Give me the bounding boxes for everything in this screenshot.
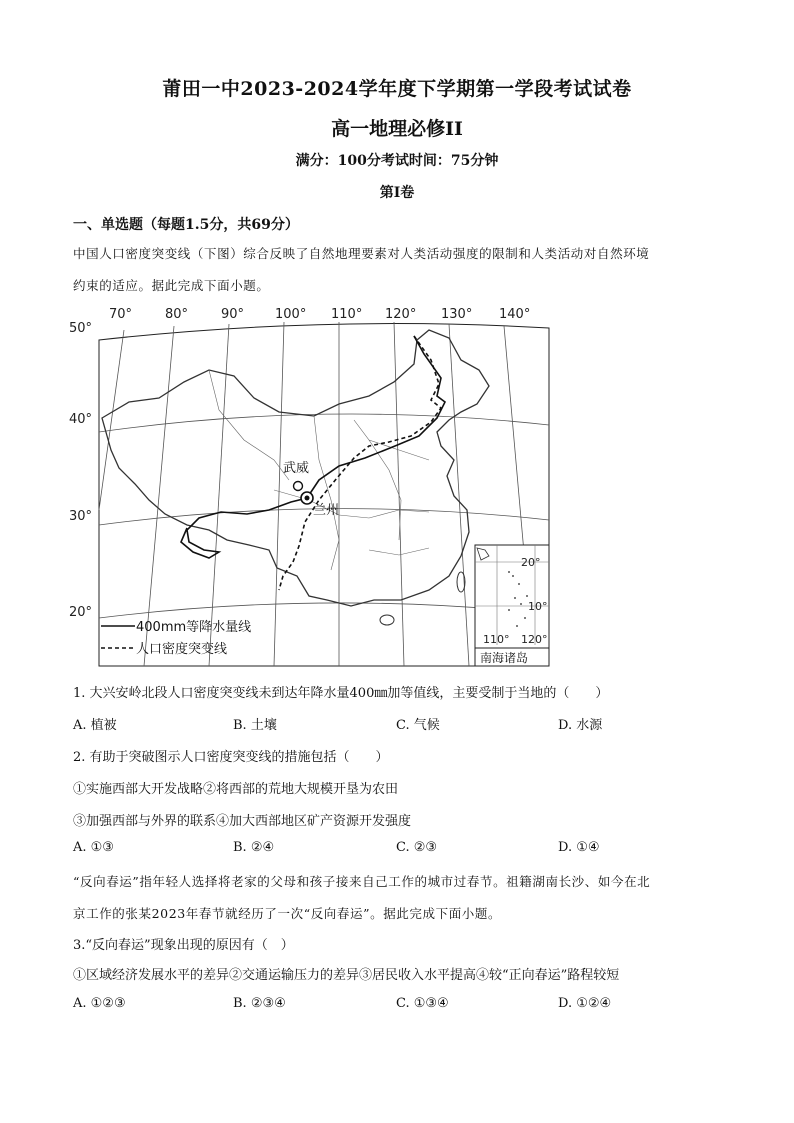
section-heading: 一、单选题（每题1.5分，共69分） [73,217,299,233]
q1-option-b[interactable]: B. 土壤 [233,718,277,733]
material1-line2: 约束的适应。据此完成下面小题。 [73,278,270,293]
material2-line1: “反向春运”指年轻人选择将老家的父母和孩子接来自己工作的城市过春节。祖籍湖南长沙、如今在北 [73,874,651,889]
exam-subtitle: 高一地理必修II [331,118,463,140]
q2-stem: 2. 有助于突破图示人口密度突变线的措施包括（ ） [73,750,389,765]
q1-option-c[interactable]: C. 气候 [396,718,440,733]
hainan-island [380,615,394,625]
china-population-map [69,300,553,672]
lon-label-110: 110° [331,307,363,322]
lat-label-50: 50° [69,321,93,336]
legend-pop-label: 人口密度突变线 [136,642,228,657]
lat-label-20: 20° [69,605,93,620]
q2-option-b[interactable]: B. ②④ [233,840,275,855]
q3-option-b[interactable]: B. ②③④ [233,996,286,1011]
q1-option-a[interactable]: A. 植被 [73,718,117,733]
q3-line1: ①区域经济发展水平的差异②交通运输压力的差异③居民收入水平提高④较“正向春运”路程较短 [73,968,620,983]
lon-label-120: 120° [385,307,417,322]
isohyet-400mm-line [181,336,445,558]
lon-label-100: 100° [275,307,307,322]
q2-option-c[interactable]: C. ②③ [396,840,438,855]
lon-label-140: 140° [499,307,531,322]
wuwei-label: 武威 [283,461,310,476]
material2-line2: 京工作的张某2023年春节就经历了一次“反向春运”。据此完成下面小题。 [73,906,502,921]
q3-option-a[interactable]: A. ①②③ [73,996,126,1011]
lon-label-70: 70° [109,307,133,322]
inset-lat-10: 10° [528,600,548,613]
q3-option-d[interactable]: D. ①②④ [558,996,612,1011]
score-time: 满分：100分考试时间：75分钟 [295,153,499,169]
volume-label: 第Ⅰ卷 [379,185,415,201]
lon-label-80: 80° [165,307,189,322]
lanzhou-label: 兰州 [313,503,340,518]
inset-lon-120: 120° [521,633,548,646]
inset-title: 南海诸岛 [480,651,529,665]
material1-line1: 中国人口密度突变线（下图）综合反映了自然地理要素对人类活动强度的限制和人类活动对自然环境 [73,246,650,261]
q2-line1: ①实施西部大开发战略②将西部的荒地大规模开垦为农田 [73,782,399,797]
q2-line2: ③加强西部与外界的联系④加大西部地区矿产资源开发强度 [73,814,412,829]
q1-option-d[interactable]: D. 水源 [558,718,603,733]
inset-lon-110: 110° [483,633,510,646]
wuwei-city-marker [294,482,303,491]
lon-label-130: 130° [441,307,473,322]
exam-title: 莆田一中2023-2024学年度下学期第一学段考试试卷 [162,78,632,100]
lanzhou-city-dot [305,496,310,501]
legend-rain-label: 400mm等降水量线 [136,620,252,635]
q1-stem: 1. 大兴安岭北段人口密度突变线未到达年降水量400㎜加等值线，主要受制于当地的（ ） [73,686,609,701]
q2-option-a[interactable]: A. ①③ [73,840,114,855]
q2-option-d[interactable]: D. ①④ [558,840,600,855]
q3-option-c[interactable]: C. ①③④ [396,996,449,1011]
lat-label-40: 40° [69,412,93,427]
inset-lat-20: 20° [521,556,541,569]
lon-label-90: 90° [221,307,245,322]
q3-stem: 3.“反向春运”现象出现的原因有（ ） [73,938,294,953]
lat-label-30: 30° [69,509,93,524]
